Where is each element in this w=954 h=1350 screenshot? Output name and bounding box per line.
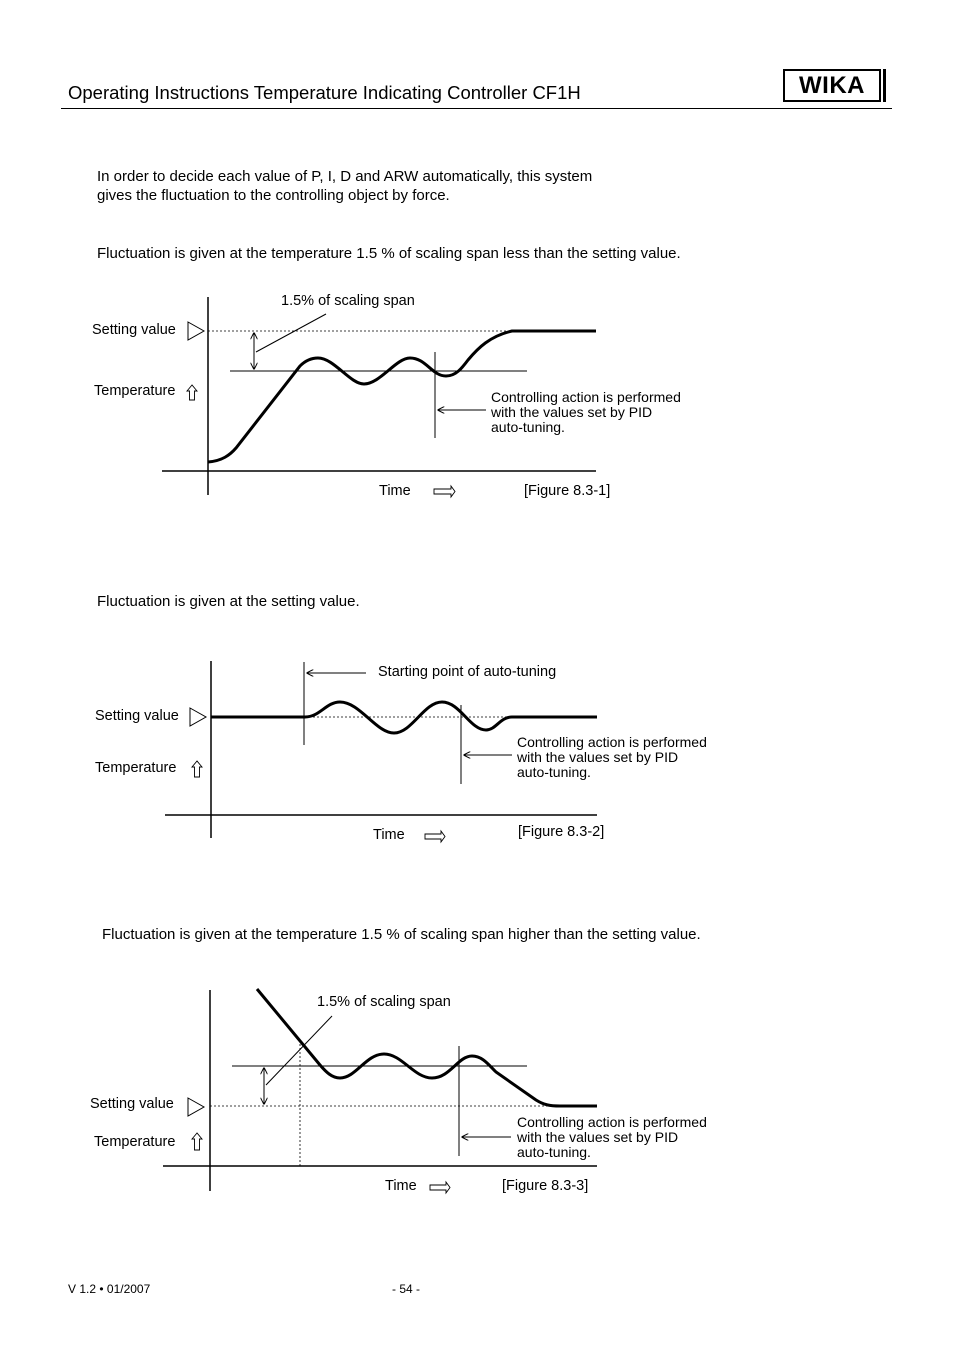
fig3-setting-value-label: Setting value [90,1096,174,1112]
intro-line-1: In order to decide each value of P, I, D and ARW automatically, this system [97,168,593,185]
fig2-caption: [Figure 8.3-2] [518,824,605,840]
fig1-span-label: 1.5% of scaling span [281,293,415,309]
section-1-text: Fluctuation is given at the temperature 1.5 % of scaling span less than the setting value. [97,245,681,262]
fig1-temperature-arrow-icon [187,385,197,400]
fig3-action-line-3: auto-tuning. [517,1144,591,1160]
fig3-temperature-arrow-icon [192,1133,202,1150]
fig2-action-line-1: Controlling action is performed [517,734,707,750]
fig1-setting-triangle-icon [188,322,204,340]
figure-3 [163,989,597,1193]
fig3-span-label: 1.5% of scaling span [317,994,451,1010]
fig2-start-label: Starting point of auto-tuning [378,664,557,680]
footer-version: V 1.2 • 01/2007 [68,1282,151,1296]
fig2-setting-triangle-icon [190,708,206,726]
fig2-time-label: Time [373,827,405,843]
fig3-time-arrow-icon [430,1182,450,1193]
fig1-action-line-2: with the values set by PID [491,404,653,420]
fig1-temperature-label: Temperature [94,383,176,399]
fig2-temperature-curve [211,702,597,733]
fig1-span-leader [256,314,326,352]
fig1-action-line-1: Controlling action is performed [491,389,681,405]
fig3-action-line-2: with the values set by PID [517,1129,679,1145]
footer-page-number: - 54 - [392,1282,421,1296]
section-2-text: Fluctuation is given at the setting value. [97,593,360,610]
fig3-setting-triangle-icon [188,1098,204,1116]
fig1-setting-value-label: Setting value [92,322,176,338]
fig1-action-line-3: auto-tuning. [491,419,565,435]
wika-logo: WIKA [783,69,881,102]
fig3-action-line-1: Controlling action is performed [517,1114,707,1130]
fig2-temperature-arrow-icon [192,761,202,777]
fig2-time-arrow-icon [425,831,445,842]
fig3-temperature-label: Temperature [94,1134,176,1150]
fig2-setting-value-label: Setting value [95,708,179,724]
fig1-time-arrow-icon [434,486,455,497]
fig3-span-leader [266,1016,332,1085]
fig1-caption: [Figure 8.3-1] [524,483,611,499]
intro-line-2: gives the fluctuation to the controlling object by force. [97,187,450,204]
page-title: Operating Instructions Temperature Indicating Controller CF1H [68,82,581,103]
fig2-action-line-3: auto-tuning. [517,764,591,780]
section-3-text: Fluctuation is given at the temperature 1.5 % of scaling span higher than the setting value. [102,926,701,943]
fig2-temperature-label: Temperature [95,760,177,776]
fig1-time-label: Time [379,483,411,499]
fig2-action-line-2: with the values set by PID [517,749,679,765]
fig3-caption: [Figure 8.3-3] [502,1178,589,1194]
fig3-time-label: Time [385,1178,417,1194]
